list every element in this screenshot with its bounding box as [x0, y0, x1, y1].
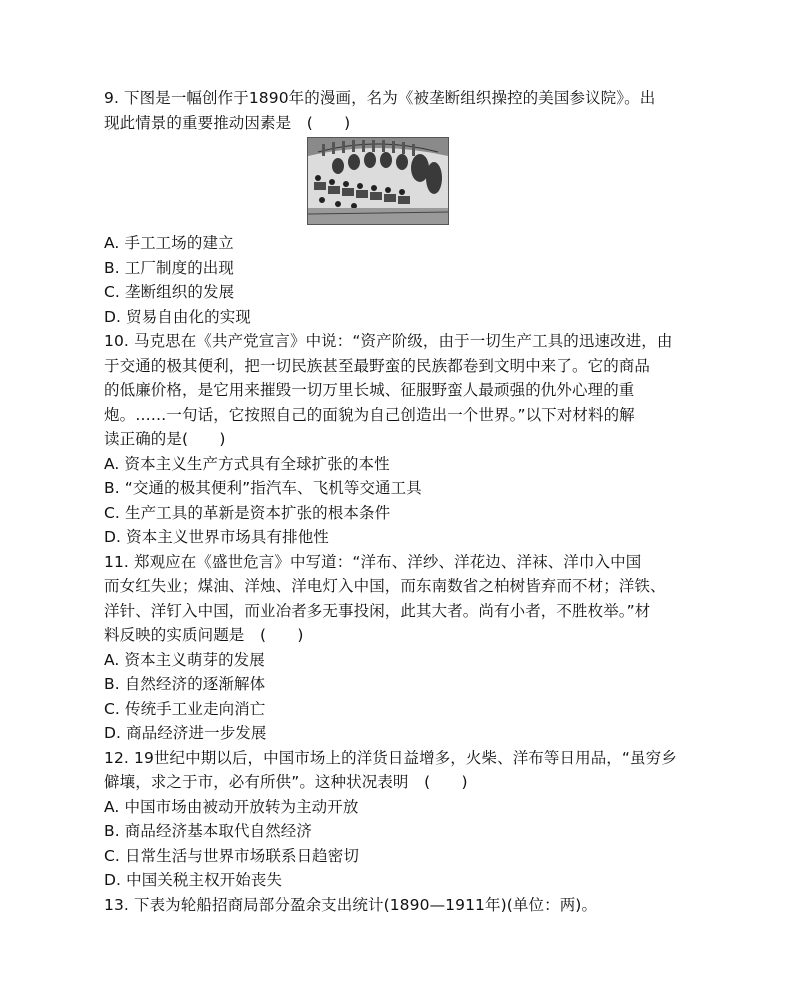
question-10: [104, 329, 704, 550]
option-b: B. 工厂制度的出现: [104, 258, 234, 277]
question-9: [104, 86, 704, 329]
option-a: A. 资本主义萌芽的发展: [104, 650, 265, 669]
option-c: C. 垄断组织的发展: [104, 283, 235, 301]
option-c: C. 传统手工业走向消亡: [104, 699, 266, 718]
question-stem-line: 洋针、洋钉入中国，而业冶者多无事投闲，此其大者。尚有小者，不胜枚举。”材: [104, 601, 651, 620]
question-13: [104, 893, 704, 918]
question-11: [104, 550, 704, 746]
option-a: A. 手工工场的建立: [104, 234, 234, 252]
question-stem-line: 读正确的是( ): [104, 430, 226, 448]
option-b: B. 自然经济的逐渐解体: [104, 675, 266, 693]
question-stem-line: 的低廉价格，是它用来摧毁一切万里长城、征服野蛮人最顽强的仇外心理的重: [104, 381, 635, 399]
option-d: D. 贸易自由化的实现: [104, 307, 251, 326]
question-stem-line: 11. 郑观应在《盛世危言》中写道：“洋布、洋纱、洋花边、洋袜、洋巾入中国: [104, 552, 642, 571]
question-stem-line: 13. 下表为轮船招商局部分盈余支出统计(1890—1911年)(单位：两)。: [104, 895, 598, 914]
question-stem-line: 12. 19世纪中期以后，中国市场上的洋货日益增多，火柴、洋布等日用品，“虽穷乡: [104, 748, 677, 767]
document-page: [104, 86, 704, 917]
option-d: D. 中国关税主权开始丧失: [104, 871, 283, 889]
question-stem-line: 炮。……一句话，它按照自己的面貌为自己创造出一个世界。”以下对材料的解: [104, 405, 635, 424]
option-b: B. 商品经济基本取代自然经济: [104, 822, 312, 840]
option-d: D. 商品经济进一步发展: [104, 724, 267, 742]
question-stem-line: 而女红失业；煤油、洋烛、洋电灯入中国，而东南数省之柏树皆弃而不材；洋铁、: [104, 577, 666, 595]
question-stem-line: 僻壤，求之于市，必有所供”。这种状况表明 ( ): [104, 773, 468, 791]
option-a: A. 资本主义生产方式具有全球扩张的本性: [104, 454, 390, 473]
option-c: C. 生产工具的革新是资本扩张的根本条件: [104, 503, 391, 522]
cartoon-figure: [104, 136, 704, 226]
option-b: B. “交通的极其便利”指汽车、飞机等交通工具: [104, 479, 422, 497]
option-a: A. 中国市场由被动开放转为主动开放: [104, 797, 359, 816]
question-stem-line: 10. 马克思在《共产党宣言》中说：“资产阶级，由于一切生产工具的迅速改进，由: [104, 332, 673, 350]
question-stem-line: 9. 下图是一幅创作于1890年的漫画，名为《被垄断组织操控的美国参议院》。出: [104, 89, 656, 107]
option-c: C. 日常生活与世界市场联系日趋密切: [104, 846, 359, 865]
question-stem-line: 料反映的实质问题是 ( ): [104, 626, 304, 644]
senate-cartoon-image: [307, 137, 449, 225]
question-12: [104, 746, 704, 893]
question-stem-line: 现此情景的重要推动因素是 ( ): [104, 113, 351, 132]
option-d: D. 资本主义世界市场具有排他性: [104, 528, 329, 546]
question-stem-line: 于交通的极其便利，把一切民族甚至最野蛮的民族都卷到文明中来了。它的商品: [104, 356, 651, 375]
